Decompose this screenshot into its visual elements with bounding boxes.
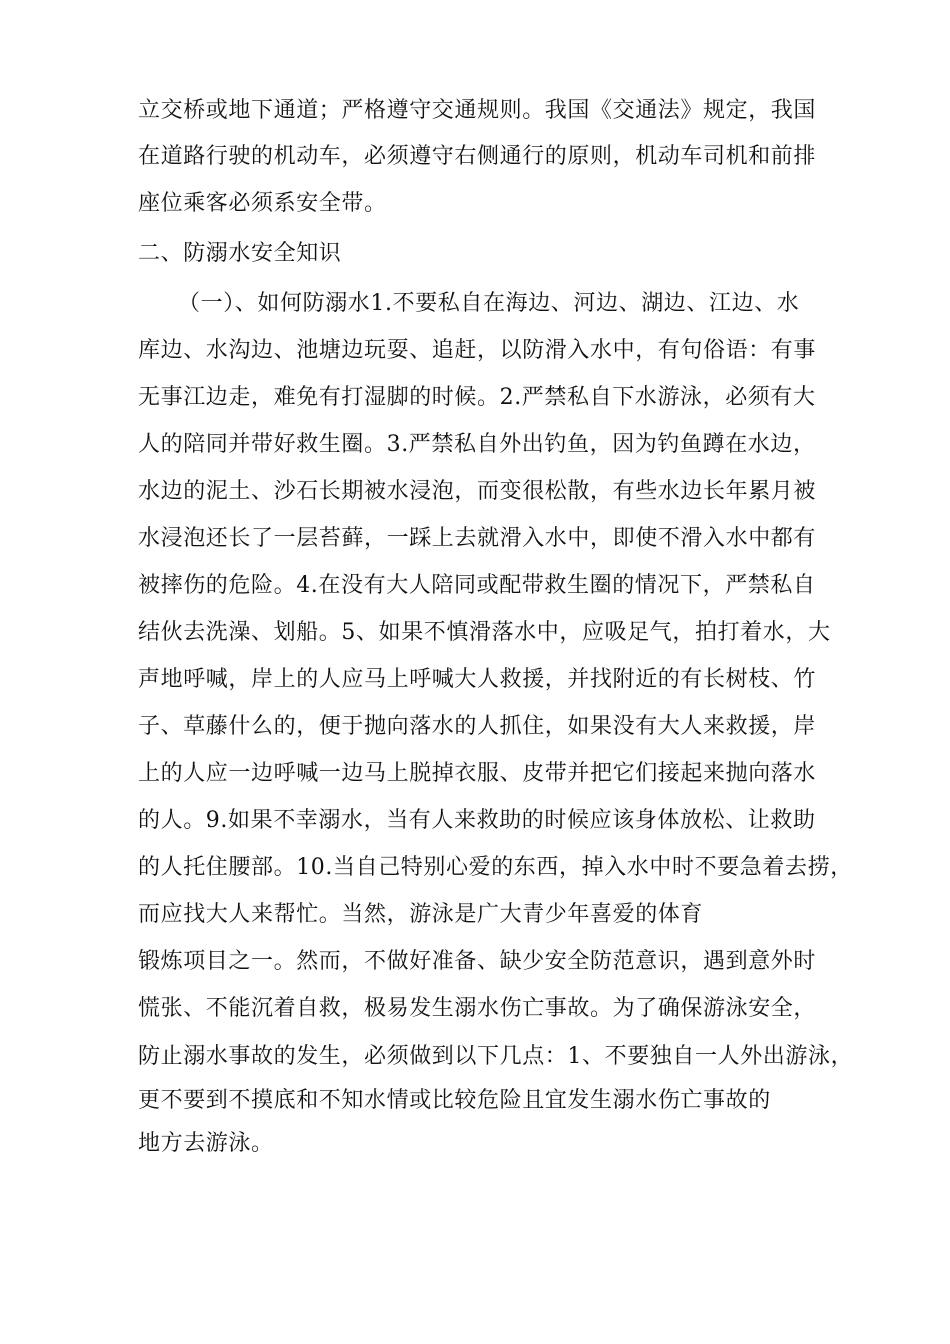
text-line: 声地呼喊，岸上的人应马上呼喊大人救援，并找附近的有长树枝、竹 — [138, 667, 817, 692]
text-line: 库边、水沟边、池塘边玩耍、追赶，以防滑入水中，有句俗语：有事 — [138, 338, 817, 363]
text-line: 的人托住腰部。10.当自己特别心爱的东西，掉入水中时不要急着去捞， — [138, 855, 853, 880]
text-line: 水边的泥土、沙石长期被水浸泡，而变很松散，有些水边长年累月被 — [138, 479, 817, 504]
text-line: 锻炼项目之一。然而，不做好准备、缺少安全防范意识，遇到意外时 — [138, 949, 817, 974]
text-line: 慌张、不能沉着自救，极易发生溺水伤亡事故。为了确保游泳安全， — [138, 996, 817, 1021]
text-line: 的人。9.如果不幸溺水，当有人来救助的时候应该身体放松、让救助 — [138, 808, 816, 833]
text-line: 上的人应一边呼喊一边马上脱掉衣服、皮带并把它们接起来抛向落水 — [138, 761, 817, 786]
text-line: 子、草藤什么的，便于抛向落水的人抓住，如果没有大人来救援，岸 — [138, 714, 817, 739]
text-line: 在道路行驶的机动车，必须遵守右侧通行的原则，机动车司机和前排 — [138, 144, 817, 169]
section-heading: 二、防溺水安全知识 — [138, 241, 342, 266]
text-line: 而应找大人来帮忙。当然，游泳是广大青少年喜爱的体育 — [138, 902, 704, 927]
text-line: 防止溺水事故的发生，必须做到以下几点：1、不要独自一人外出游泳， — [138, 1044, 854, 1069]
text-line: 座位乘客必须系安全带。 — [138, 191, 387, 216]
text-line: 人的陪同并带好救生圈。3.严禁私自外出钓鱼，因为钓鱼蹲在水边， — [138, 432, 816, 457]
text-line: （一）、如何防溺水1.不要私自在海边、河边、湖边、江边、水 — [178, 291, 800, 316]
text-line: 地方去游泳。 — [138, 1131, 274, 1156]
text-line: 被摔伤的危险。4.在没有大人陪同或配带救生圈的情况下，严禁私自 — [138, 573, 816, 598]
text-line: 结伙去洗澡、划船。5、如果不慎滑落水中，应吸足气，拍打着水，大 — [138, 620, 831, 645]
text-line: 更不要到不摸底和不知水情或比较危险且宜发生溺水伤亡事故的 — [138, 1088, 771, 1113]
text-line: 立交桥或地下通道；严格遵守交通规则。我国《交通法》规定，我国 — [138, 98, 817, 123]
text-line: 水浸泡还长了一层苔藓，一踩上去就滑入水中，即使不滑入水中都有 — [138, 526, 817, 551]
text-line: 无事江边走，难免有打湿脚的时候。2.严禁私自下水游泳，必须有大 — [138, 385, 816, 410]
document-body — [138, 88, 854, 1167]
